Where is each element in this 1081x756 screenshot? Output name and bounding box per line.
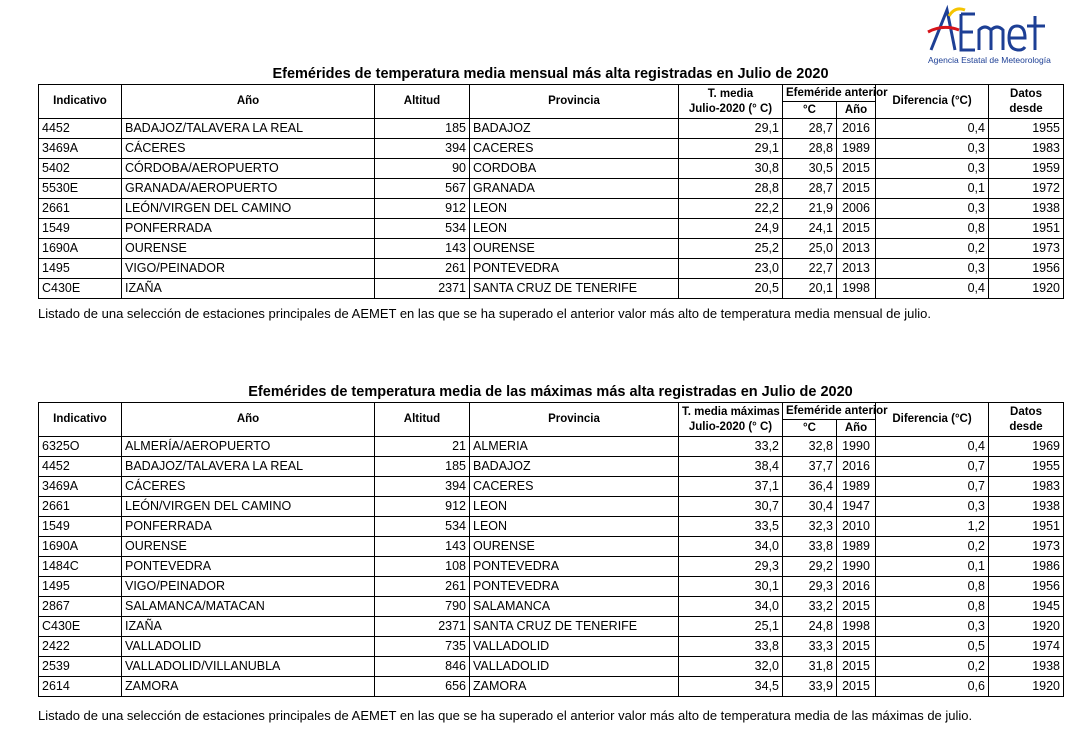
cell-efemeride-c: 31,8	[783, 657, 837, 677]
cell-estacion: PONTEVEDRA	[122, 557, 375, 577]
cell-efemeride-c: 29,2	[783, 557, 837, 577]
cell-diferencia: 0,2	[876, 537, 989, 557]
cell-estacion: GRANADA/AEROPUERTO	[122, 179, 375, 199]
col-datos-desde	[989, 85, 1064, 119]
cell-datos-desde: 1938	[989, 497, 1064, 517]
table-row	[39, 617, 1064, 637]
cell-efemeride-c: 36,4	[783, 477, 837, 497]
cell-diferencia: 1,2	[876, 517, 989, 537]
col-indicativo: Indicativo	[39, 85, 122, 119]
col-altitud: Altitud	[375, 403, 470, 437]
cell-provincia: LEON	[470, 219, 679, 239]
cell-provincia: SANTA CRUZ DE TENERIFE	[470, 617, 679, 637]
col-efemeride-c: °C	[783, 420, 837, 437]
cell-diferencia: 0,3	[876, 497, 989, 517]
cell-tmedia: 37,1	[679, 477, 783, 497]
datos-label: Datos	[1010, 87, 1042, 100]
cell-altitud: 2371	[375, 617, 470, 637]
col-altitud: Altitud	[375, 85, 470, 119]
cell-indicativo: 5530E	[39, 179, 122, 199]
cell-efemeride-anio: 2016	[837, 457, 876, 477]
cell-tmedia: 28,8	[679, 179, 783, 199]
cell-altitud: 735	[375, 637, 470, 657]
table-row	[39, 537, 1064, 557]
cell-tmedia: 33,2	[679, 437, 783, 457]
cell-efemeride-anio: 2016	[837, 119, 876, 139]
cell-estacion: IZAÑA	[122, 279, 375, 299]
cell-tmedia: 29,1	[679, 139, 783, 159]
cell-efemeride-c: 33,3	[783, 637, 837, 657]
cell-provincia: LEON	[470, 497, 679, 517]
cell-diferencia: 0,4	[876, 119, 989, 139]
cell-estacion: BADAJOZ/TALAVERA LA REAL	[122, 119, 375, 139]
cell-altitud: 394	[375, 139, 470, 159]
cell-altitud: 846	[375, 657, 470, 677]
cell-tmedia: 23,0	[679, 259, 783, 279]
cell-estacion: ALMERÍA/AEROPUERTO	[122, 437, 375, 457]
cell-altitud: 261	[375, 577, 470, 597]
cell-altitud: 394	[375, 477, 470, 497]
table-row	[39, 139, 1064, 159]
table-row	[39, 557, 1064, 577]
cell-efemeride-anio: 2015	[837, 657, 876, 677]
desde-label: desde	[1009, 420, 1043, 433]
cell-provincia: SALAMANCA	[470, 597, 679, 617]
cell-diferencia: 0,7	[876, 477, 989, 497]
cell-altitud: 912	[375, 497, 470, 517]
col-efemeride-anio: Año	[837, 102, 876, 119]
cell-indicativo: 2539	[39, 657, 122, 677]
cell-efemeride-c: 32,3	[783, 517, 837, 537]
cell-indicativo: 1549	[39, 219, 122, 239]
cell-estacion: ZAMORA	[122, 677, 375, 697]
cell-datos-desde: 1983	[989, 477, 1064, 497]
cell-indicativo: 5402	[39, 159, 122, 179]
cell-datos-desde: 1951	[989, 517, 1064, 537]
cell-provincia: CORDOBA	[470, 159, 679, 179]
cell-estacion: OURENSE	[122, 537, 375, 557]
cell-estacion: VIGO/PEINADOR	[122, 577, 375, 597]
col-anio: Año	[122, 403, 375, 437]
table-row	[39, 179, 1064, 199]
cell-efemeride-c: 25,0	[783, 239, 837, 259]
cell-altitud: 261	[375, 259, 470, 279]
cell-provincia: OURENSE	[470, 239, 679, 259]
cell-datos-desde: 1955	[989, 457, 1064, 477]
cell-efemeride-c: 32,8	[783, 437, 837, 457]
cell-altitud: 2371	[375, 279, 470, 299]
cell-datos-desde: 1951	[989, 219, 1064, 239]
col-tmedia-maximas	[679, 403, 783, 437]
cell-indicativo: 6325O	[39, 437, 122, 457]
cell-diferencia: 0,5	[876, 637, 989, 657]
cell-estacion: PONFERRADA	[122, 517, 375, 537]
cell-altitud: 185	[375, 119, 470, 139]
cell-efemeride-anio: 1990	[837, 437, 876, 457]
cell-efemeride-anio: 1989	[837, 537, 876, 557]
cell-altitud: 143	[375, 239, 470, 259]
table2-title: Efemérides de temperatura media de las máximas más alta registradas en Julio de 2020	[248, 384, 853, 400]
cell-provincia: VALLADOLID	[470, 657, 679, 677]
cell-estacion: LEÓN/VIRGEN DEL CAMINO	[122, 199, 375, 219]
table-row	[39, 119, 1064, 139]
cell-indicativo: 2661	[39, 199, 122, 219]
table2	[38, 402, 1064, 697]
cell-altitud: 912	[375, 199, 470, 219]
cell-altitud: 108	[375, 557, 470, 577]
cell-tmedia: 32,0	[679, 657, 783, 677]
cell-indicativo: 3469A	[39, 139, 122, 159]
cell-indicativo: 2614	[39, 677, 122, 697]
cell-provincia: SANTA CRUZ DE TENERIFE	[470, 279, 679, 299]
cell-datos-desde: 1974	[989, 637, 1064, 657]
cell-diferencia: 0,8	[876, 577, 989, 597]
cell-datos-desde: 1972	[989, 179, 1064, 199]
cell-datos-desde: 1983	[989, 139, 1064, 159]
cell-efemeride-anio: 2015	[837, 677, 876, 697]
cell-efemeride-c: 24,8	[783, 617, 837, 637]
table-row	[39, 497, 1064, 517]
cell-altitud: 534	[375, 517, 470, 537]
cell-tmedia: 34,0	[679, 537, 783, 557]
cell-altitud: 185	[375, 457, 470, 477]
cell-efemeride-anio: 1989	[837, 139, 876, 159]
cell-efemeride-c: 28,7	[783, 119, 837, 139]
cell-efemeride-anio: 2016	[837, 577, 876, 597]
cell-efemeride-c: 24,1	[783, 219, 837, 239]
cell-diferencia: 0,4	[876, 279, 989, 299]
cell-estacion: VIGO/PEINADOR	[122, 259, 375, 279]
cell-estacion: VALLADOLID	[122, 637, 375, 657]
cell-tmedia: 24,9	[679, 219, 783, 239]
table-row	[39, 477, 1064, 497]
cell-provincia: BADAJOZ	[470, 119, 679, 139]
cell-indicativo: 1495	[39, 259, 122, 279]
cell-efemeride-anio: 1998	[837, 617, 876, 637]
cell-indicativo: C430E	[39, 617, 122, 637]
cell-indicativo: 2422	[39, 637, 122, 657]
tmedia-line2: Julio-2020 (° C)	[688, 420, 773, 433]
cell-provincia: PONTEVEDRA	[470, 259, 679, 279]
cell-tmedia: 25,1	[679, 617, 783, 637]
cell-tmedia: 33,5	[679, 517, 783, 537]
cell-efemeride-c: 22,7	[783, 259, 837, 279]
table-row	[39, 577, 1064, 597]
table-row	[39, 677, 1064, 697]
cell-indicativo: 1549	[39, 517, 122, 537]
cell-datos-desde: 1945	[989, 597, 1064, 617]
cell-altitud: 21	[375, 437, 470, 457]
cell-efemeride-c: 29,3	[783, 577, 837, 597]
cell-efemeride-anio: 2015	[837, 597, 876, 617]
cell-efemeride-c: 33,2	[783, 597, 837, 617]
cell-diferencia: 0,3	[876, 159, 989, 179]
cell-tmedia: 34,0	[679, 597, 783, 617]
cell-tmedia: 33,8	[679, 637, 783, 657]
table-row	[39, 457, 1064, 477]
cell-datos-desde: 1920	[989, 279, 1064, 299]
cell-provincia: BADAJOZ	[470, 457, 679, 477]
cell-indicativo: 4452	[39, 457, 122, 477]
table-row	[39, 159, 1064, 179]
col-provincia: Provincia	[470, 403, 679, 437]
col-efemeride-anterior: Efeméride anterior	[783, 403, 876, 420]
tmedia-line1: T. media máximas	[682, 405, 780, 418]
cell-efemeride-c: 33,9	[783, 677, 837, 697]
cell-diferencia: 0,4	[876, 437, 989, 457]
datos-label: Datos	[1010, 405, 1042, 418]
cell-provincia: PONTEVEDRA	[470, 577, 679, 597]
cell-indicativo: C430E	[39, 279, 122, 299]
table-row	[39, 517, 1064, 537]
table-row	[39, 637, 1064, 657]
table1-note: Listado de una selección de estaciones principales de AEMET en las que se ha superado el anterior valor más alto de temperatura media mensual de julio.	[38, 306, 931, 321]
cell-tmedia: 30,1	[679, 577, 783, 597]
cell-diferencia: 0,8	[876, 219, 989, 239]
cell-tmedia: 20,5	[679, 279, 783, 299]
col-tmedia	[679, 85, 783, 119]
col-diferencia: Diferencia (°C)	[876, 403, 989, 437]
cell-diferencia: 0,6	[876, 677, 989, 697]
cell-diferencia: 0,2	[876, 239, 989, 259]
cell-altitud: 567	[375, 179, 470, 199]
cell-indicativo: 2867	[39, 597, 122, 617]
cell-estacion: IZAÑA	[122, 617, 375, 637]
table2-note: Listado de una selección de estaciones principales de AEMET en las que se ha superado el anterior valor más alto de temperatura media de las máximas de julio.	[38, 708, 973, 723]
col-datos-desde	[989, 403, 1064, 437]
cell-tmedia: 34,5	[679, 677, 783, 697]
tmedia-line2: Julio-2020 (° C)	[688, 102, 773, 115]
cell-provincia: VALLADOLID	[470, 637, 679, 657]
table1-body	[39, 119, 1064, 299]
table-row	[39, 597, 1064, 617]
cell-provincia: ZAMORA	[470, 677, 679, 697]
cell-tmedia: 38,4	[679, 457, 783, 477]
cell-indicativo: 1690A	[39, 537, 122, 557]
cell-estacion: CÁCERES	[122, 139, 375, 159]
cell-diferencia: 0,1	[876, 179, 989, 199]
table1	[38, 84, 1064, 299]
cell-datos-desde: 1920	[989, 617, 1064, 637]
cell-efemeride-c: 30,4	[783, 497, 837, 517]
cell-efemeride-anio: 2015	[837, 219, 876, 239]
cell-provincia: ALMERIA	[470, 437, 679, 457]
cell-efemeride-c: 33,8	[783, 537, 837, 557]
cell-estacion: PONFERRADA	[122, 219, 375, 239]
logo-subtitle: Agencia Estatal de Meteorología	[928, 55, 1051, 65]
cell-efemeride-anio: 2010	[837, 517, 876, 537]
cell-indicativo: 1484C	[39, 557, 122, 577]
cell-provincia: LEON	[470, 517, 679, 537]
cell-estacion: LEÓN/VIRGEN DEL CAMINO	[122, 497, 375, 517]
cell-tmedia: 29,3	[679, 557, 783, 577]
cell-datos-desde: 1938	[989, 657, 1064, 677]
cell-tmedia: 29,1	[679, 119, 783, 139]
cell-efemeride-anio: 2013	[837, 239, 876, 259]
cell-estacion: SALAMANCA/MATACAN	[122, 597, 375, 617]
cell-altitud: 143	[375, 537, 470, 557]
cell-diferencia: 0,2	[876, 657, 989, 677]
cell-datos-desde: 1955	[989, 119, 1064, 139]
cell-efemeride-anio: 1998	[837, 279, 876, 299]
col-indicativo: Indicativo	[39, 403, 122, 437]
cell-altitud: 534	[375, 219, 470, 239]
table-row	[39, 437, 1064, 457]
cell-tmedia: 25,2	[679, 239, 783, 259]
col-efemeride-c: °C	[783, 102, 837, 119]
cell-datos-desde: 1986	[989, 557, 1064, 577]
cell-efemeride-anio: 1947	[837, 497, 876, 517]
cell-datos-desde: 1956	[989, 577, 1064, 597]
cell-estacion: VALLADOLID/VILLANUBLA	[122, 657, 375, 677]
cell-diferencia: 0,3	[876, 139, 989, 159]
cell-estacion: CÁCERES	[122, 477, 375, 497]
cell-provincia: LEON	[470, 199, 679, 219]
cell-efemeride-c: 21,9	[783, 199, 837, 219]
col-efemeride-anio: Año	[837, 420, 876, 437]
cell-indicativo: 1690A	[39, 239, 122, 259]
tmedia-line1: T. media	[707, 87, 754, 100]
cell-datos-desde: 1938	[989, 199, 1064, 219]
table1-title: Efemérides de temperatura media mensual más alta registradas en Julio de 2020	[272, 66, 829, 82]
cell-indicativo: 3469A	[39, 477, 122, 497]
cell-provincia: CACERES	[470, 139, 679, 159]
cell-estacion: CÓRDOBA/AEROPUERTO	[122, 159, 375, 179]
col-efemeride-anterior: Efeméride anterior	[783, 85, 876, 102]
cell-estacion: OURENSE	[122, 239, 375, 259]
cell-efemeride-c: 28,8	[783, 139, 837, 159]
cell-provincia: CACERES	[470, 477, 679, 497]
desde-label: desde	[1009, 102, 1043, 115]
cell-datos-desde: 1969	[989, 437, 1064, 457]
cell-provincia: OURENSE	[470, 537, 679, 557]
cell-efemeride-c: 20,1	[783, 279, 837, 299]
table-row	[39, 259, 1064, 279]
cell-indicativo: 2661	[39, 497, 122, 517]
cell-efemeride-c: 30,5	[783, 159, 837, 179]
cell-efemeride-c: 37,7	[783, 457, 837, 477]
cell-tmedia: 30,7	[679, 497, 783, 517]
col-diferencia: Diferencia (°C)	[876, 85, 989, 119]
cell-altitud: 790	[375, 597, 470, 617]
cell-efemeride-anio: 2015	[837, 159, 876, 179]
cell-tmedia: 30,8	[679, 159, 783, 179]
cell-efemeride-anio: 2006	[837, 199, 876, 219]
col-provincia: Provincia	[470, 85, 679, 119]
cell-diferencia: 0,7	[876, 457, 989, 477]
cell-diferencia: 0,1	[876, 557, 989, 577]
cell-efemeride-anio: 1989	[837, 477, 876, 497]
table-row	[39, 239, 1064, 259]
cell-datos-desde: 1973	[989, 239, 1064, 259]
cell-efemeride-anio: 2015	[837, 179, 876, 199]
cell-diferencia: 0,3	[876, 259, 989, 279]
cell-tmedia: 22,2	[679, 199, 783, 219]
table-row	[39, 657, 1064, 677]
cell-diferencia: 0,3	[876, 199, 989, 219]
col-anio: Año	[122, 85, 375, 119]
cell-efemeride-c: 28,7	[783, 179, 837, 199]
cell-datos-desde: 1956	[989, 259, 1064, 279]
cell-indicativo: 1495	[39, 577, 122, 597]
cell-diferencia: 0,3	[876, 617, 989, 637]
table-row	[39, 279, 1064, 299]
cell-provincia: GRANADA	[470, 179, 679, 199]
cell-efemeride-anio: 2015	[837, 637, 876, 657]
table-row	[39, 199, 1064, 219]
cell-efemeride-anio: 2013	[837, 259, 876, 279]
cell-altitud: 90	[375, 159, 470, 179]
cell-provincia: PONTEVEDRA	[470, 557, 679, 577]
cell-datos-desde: 1920	[989, 677, 1064, 697]
cell-datos-desde: 1973	[989, 537, 1064, 557]
cell-estacion: BADAJOZ/TALAVERA LA REAL	[122, 457, 375, 477]
cell-indicativo: 4452	[39, 119, 122, 139]
cell-efemeride-anio: 1990	[837, 557, 876, 577]
cell-datos-desde: 1959	[989, 159, 1064, 179]
cell-altitud: 656	[375, 677, 470, 697]
table2-body	[39, 437, 1064, 697]
cell-diferencia: 0,8	[876, 597, 989, 617]
table-row	[39, 219, 1064, 239]
